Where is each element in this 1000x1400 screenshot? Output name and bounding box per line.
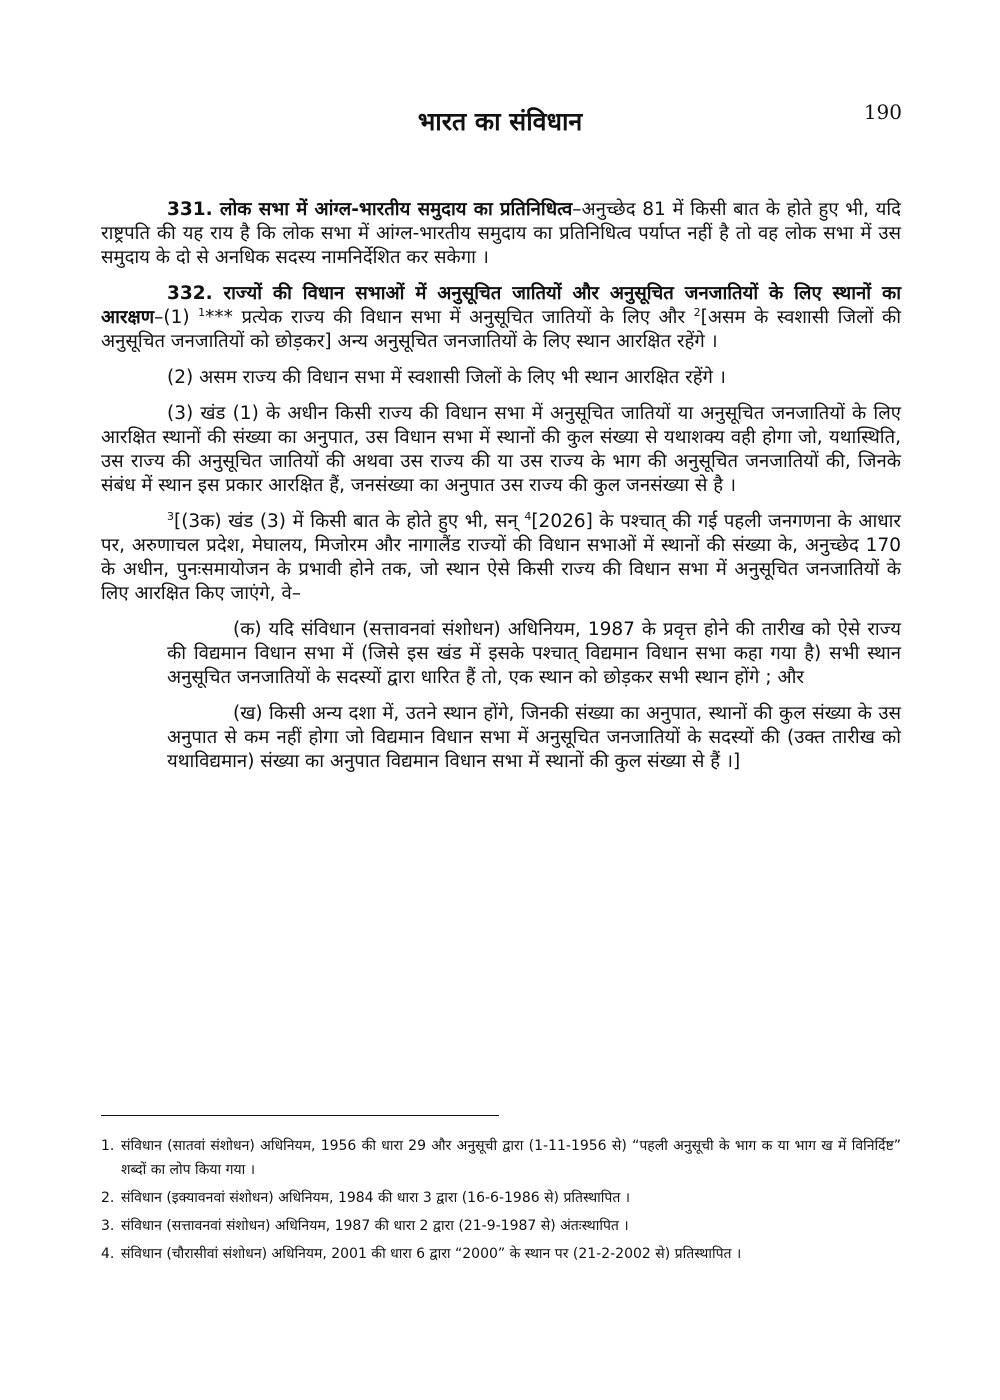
footnote-2 [101, 1186, 901, 1210]
clause-1-prefix: –(1) [154, 307, 199, 328]
footnote-divider [101, 1115, 499, 1116]
footnote-text: संविधान (चौरासीवां संशोधन) अधिनियम, 2001 की धारा 6 द्वारा “2000” के स्थान पर (21-2-2002 से) प्रतिस्थापित । [121, 1246, 742, 1262]
article-332-clause-2: (2) असम राज्य की विधान सभा में स्वशासी जिलों के लिए भी स्थान आरक्षित रहेंगे । [167, 367, 726, 388]
article-332-heading: 332. राज्यों की विधान सभाओं में अनुसूचित जातियों और अनुसूचित जनजातियों के लिए स्थानों का आरक्षण [101, 283, 901, 328]
article-332-clause-3: (3) खंड (1) के अधीन किसी राज्य की विधान सभा में अनुसूचित जातियों या अनुसूचित जनजातियों के लिए आरक्षित स्थानों की संख्या का अनुपात, उस विधान सभा में स्थानों की कुल संख्या से यथाशक्य वही होगा जो, यथास्थिति, उस राज्य की अनुसूचित जातियों की अथवा उस राज्य की या उस राज्य के भाग की अनुसूचित जनजातियों की, जिनके संबंध में स्थान इस प्रकार आरक्षित हैं, जनसंख्या का अनुपात उस राज्य की कुल जनसंख्या से है । [101, 403, 901, 496]
page-number: 190 [863, 100, 902, 124]
footnote-4 [101, 1242, 901, 1266]
footnote-text: संविधान (सत्तावनवां संशोधन) अधिनियम, 1987 की धारा 2 द्वारा (21-9-1987 से) अंतःस्थापित । [121, 1218, 629, 1234]
clause-3a-part-1: [(3क) खंड (3) में किसी बात के होते हुए भी, सन् [174, 511, 525, 532]
clause-1-rest: [असम के स्वशासी जिलों की अनुसूचित जनजातियों को छोड़कर] अन्य अनुसूचित जनजातियों के लिए स्थान आरक्षित रहेंगे । [101, 307, 901, 352]
footnote-ref-3: 3 [167, 509, 174, 523]
footnote-number: 2. [101, 1190, 115, 1206]
clause-1-text: *** प्रत्येक राज्य की विधान सभा में अनुसूचित जातियों के लिए और [205, 307, 694, 328]
footnote-number: 1. [101, 1138, 115, 1154]
footnote-number: 3. [101, 1218, 115, 1234]
footnote-text: संविधान (सातवां संशोधन) अधिनियम, 1956 की धारा 29 और अनुसूची द्वारा (1-11-1956 से) “पहली अनुसूची के भाग क या भाग ख में विनिर्दिष्ट” शब्दों का लोप किया गया । [121, 1138, 901, 1178]
page-title: भारत का संविधान [417, 107, 583, 136]
sub-clause-kha: (ख) किसी अन्य दशा में, उतने स्थान होंगे, जिनकी संख्या का अनुपात, स्थानों की कुल संख्या के उस अनुपात से कम नहीं होगा जो विद्यमान विधान सभा में अनुसूचित जनजातियों के सदस्यों की (उक्त तारीख को यथाविद्यमान) संख्या का अनुपात विद्यमान विधान सभा में स्थानों की कुल संख्या से हैं ।] [167, 703, 901, 772]
footnotes [101, 1134, 901, 1270]
article-332-clause-3a [101, 510, 901, 606]
footnote-ref-1: 1 [198, 305, 206, 319]
footnote-ref-2: 2 [693, 305, 701, 319]
footnote-1 [101, 1134, 901, 1182]
sub-clause-ka: (क) यदि संविधान (सत्तावनवां संशोधन) अधिनियम, 1987 के प्रवृत्त होने की तारीख को ऐसे राज्य की विद्यमान विधान सभा में (जिसे इस खंड में इसके पश्चात् विद्यमान विधान सभा कहा गया है) सभी स्थान अनुसूचित जनजातियों के सदस्यों द्वारा धारित हैं तो, एक स्थान को छोड़कर सभी स्थान होंगे ; और [167, 619, 901, 688]
main-body [101, 198, 901, 786]
clause-3a-part-2: [2026] के पश्चात् की गई पहली जनगणना के आधार पर, अरुणाचल प्रदेश, मेघालय, मिजोरम और नागालैंड राज्यों की विधान सभाओं में स्थानों की संख्या के, अनुच्छेद 170 के अधीन, पुनःसमायोजन के प्रभावी होने तक, जो स्थान ऐसे किसी राज्य की विधान सभा में अनुसूचित जनजातियों के लिए आरक्षित किए जाएंगे, वे– [101, 511, 901, 604]
article-332-clause-1 [101, 282, 901, 354]
footnote-3 [101, 1214, 901, 1238]
article-331-heading: 331. लोक सभा में आंग्ल-भारतीय समुदाय का प्रतिनिधित्व [167, 199, 573, 220]
footnote-text: संविधान (इक्यावनवां संशोधन) अधिनियम, 1984 की धारा 3 द्वारा (16-6-1986 से) प्रतिस्थापित । [121, 1190, 631, 1206]
article-331-text: –अनुच्छेद 81 में किसी बात के होते हुए भी, यदि राष्ट्रपति की यह राय है कि लोक सभा में आंग्ल-भारतीय समुदाय का प्रतिनिधित्व पर्याप्त नहीं है तो वह लोक सभा में उस समुदाय के दो से अनधिक सदस्य नामनिर्देशित कर सकेगा । [101, 199, 901, 268]
article-331 [101, 198, 901, 270]
footnote-ref-4: 4 [524, 509, 532, 523]
footnote-number: 4. [101, 1246, 115, 1262]
